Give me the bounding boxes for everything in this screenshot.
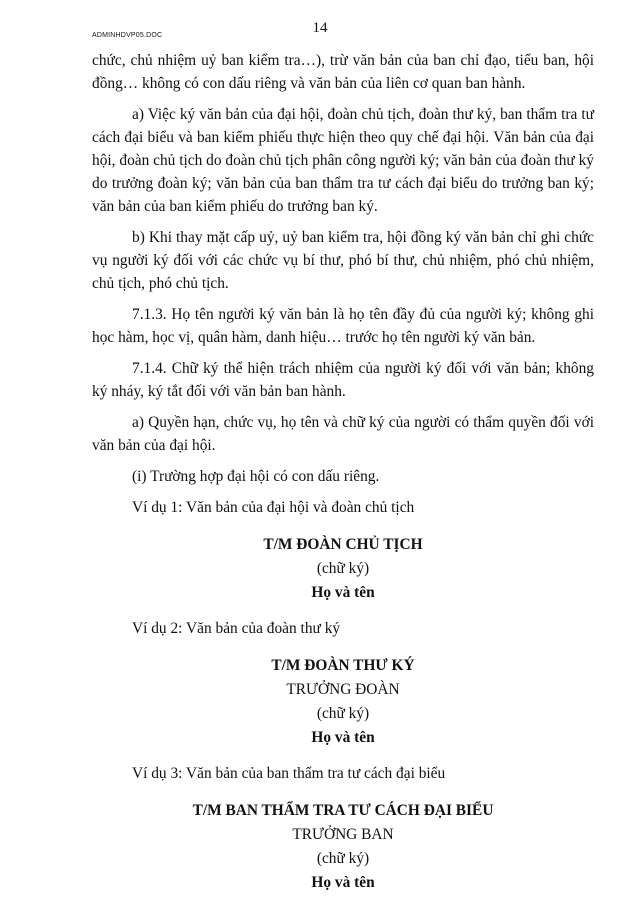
signature-placeholder: (chữ ký) [316,850,370,867]
signature-title: T/M ĐOÀN CHỦ TỊCH [263,536,423,553]
paragraph: 7.1.3. Họ tên người ký văn bản là họ tên đầy đủ của người ký; không ghi học hàm, học vị, quân hàm, danh hiệu… trước họ tên người ký văn bản. [92,306,594,346]
paragraph: b) Khi thay mặt cấp uỷ, uỷ ban kiểm tra, hội đồng ký văn bản chỉ ghi chức vụ người ký đối với các chức vụ bí thư, phó bí thư, chủ nhiệm, phó chủ nhiệm, chủ tịch, phó chủ tịch. [92,229,594,292]
signer-position: TRƯỞNG ĐOÀN [286,681,400,698]
paragraph: 7.1.4. Chữ ký thể hiện trách nhiệm của người ký đối với văn bản; không ký nháy, ký tắt đối với văn bản ban hành. [92,360,594,400]
signature-block [92,654,594,750]
document-body [92,49,594,907]
page-number: 14 [312,20,328,36]
signer-name: Họ và tên [311,729,375,746]
signature-placeholder: (chữ ký) [316,560,370,577]
file-name: ADMINHDVP05.DOC [92,32,163,39]
signer-position: TRƯỞNG BAN [292,826,394,843]
signature-placeholder: (chữ ký) [316,705,370,722]
signature-title: T/M BAN THẨM TRA TƯ CÁCH ĐẠI BIỂU [192,802,494,819]
paragraph: chức, chủ nhiệm uỷ ban kiểm tra…), trừ văn bản của ban chỉ đạo, tiểu ban, hội đồng… không có con dấu riêng và văn bản của liên cơ quan ban hành. [92,52,594,92]
signature-block [92,533,594,605]
example-caption: Ví dụ 1: Văn bản của đại hội và đoàn chủ tịch [132,499,415,516]
example-caption: Ví dụ 2: Văn bản của đoàn thư ký [132,620,341,637]
paragraph: a) Việc ký văn bản của đại hội, đoàn chủ tịch, đoàn thư ký, ban thẩm tra tư cách đại biểu và ban kiểm phiếu thực hiện theo quy chế đại hội. Văn bản của đại hội, đoàn chủ tịch do đoàn chủ tịch phân công người ký; văn bản của đoàn thư ký do trưởng đoàn ký; văn bản của ban thẩm tra tư cách đại biểu do trưởng ban ký; văn bản của ban kiểm phiếu do trưởng ban ký. [92,106,594,215]
signature-title: T/M ĐOÀN THƯ KÝ [271,657,415,674]
example-caption: Ví dụ 3: Văn bản của ban thẩm tra tư cách đại biểu [132,765,446,782]
signature-block [92,799,594,895]
paragraph: (i) Trường hợp đại hội có con dấu riêng. [132,468,380,485]
signer-name: Họ và tên [311,584,375,601]
paragraph: a) Quyền hạn, chức vụ, họ tên và chữ ký của người có thẩm quyền đối với văn bản của đại hội. [92,414,594,454]
signer-name: Họ và tên [311,874,375,891]
